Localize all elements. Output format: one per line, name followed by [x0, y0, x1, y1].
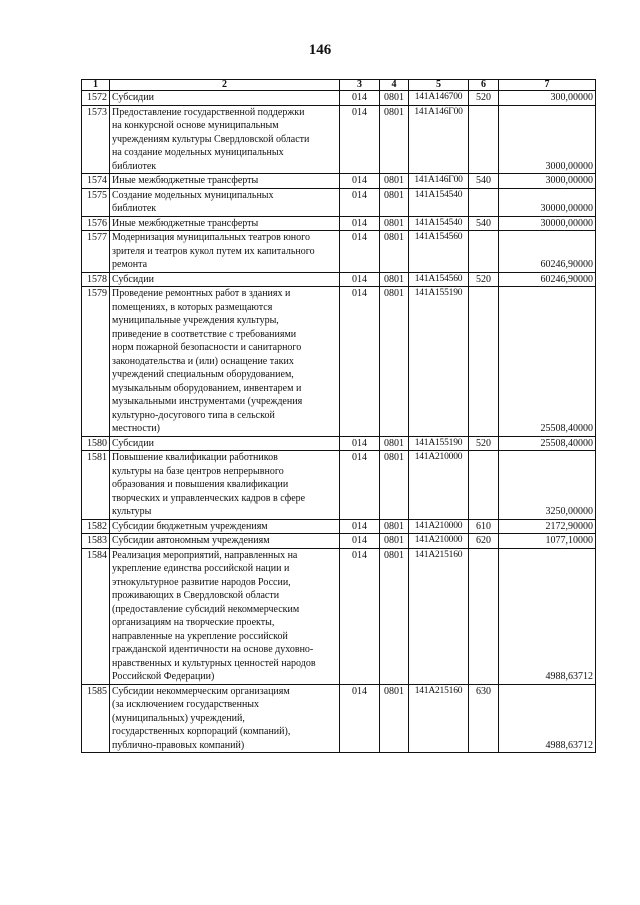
row-col6: 520	[469, 272, 499, 287]
row-col3: 014	[340, 287, 380, 437]
row-number: 1572	[82, 91, 110, 106]
row-col6: 520	[469, 436, 499, 451]
row-col3: 014	[340, 548, 380, 684]
row-col5: 141А210000	[409, 451, 469, 520]
header-col-4: 4	[380, 80, 409, 91]
row-name: Предоставление государственной поддержки на конкурсной основе муниципальным учреждениям культуры Свердловской области на создание модельных муниципальных библиотек	[110, 105, 340, 174]
row-number: 1580	[82, 436, 110, 451]
row-col4: 0801	[380, 519, 409, 534]
row-col5: 141А146700	[409, 91, 469, 106]
row-col3: 014	[340, 174, 380, 189]
header-col-5: 5	[409, 80, 469, 91]
table-row	[82, 684, 596, 753]
table-row	[82, 534, 596, 549]
row-col5: 141А210000	[409, 534, 469, 549]
row-col4: 0801	[380, 548, 409, 684]
row-amount: 30000,00000	[499, 188, 596, 216]
budget-table	[81, 79, 596, 753]
row-col5: 141А154540	[409, 188, 469, 216]
row-col5: 141А154560	[409, 231, 469, 273]
table-body	[82, 91, 596, 753]
row-col4: 0801	[380, 91, 409, 106]
table-row	[82, 436, 596, 451]
row-name: Субсидии	[110, 272, 340, 287]
table-row	[82, 451, 596, 520]
row-name: Субсидии некоммерческим организациям (за исключением государственных (муниципальных) учреждений, государственных корпораций (компаний), публично-правовых компаний)	[110, 684, 340, 753]
row-amount: 2172,90000	[499, 519, 596, 534]
row-name: Создание модельных муниципальных библиотек	[110, 188, 340, 216]
row-col4: 0801	[380, 174, 409, 189]
row-col6	[469, 105, 499, 174]
table-row	[82, 548, 596, 684]
row-col3: 014	[340, 105, 380, 174]
row-col4: 0801	[380, 534, 409, 549]
row-col3: 014	[340, 534, 380, 549]
row-col6	[469, 231, 499, 273]
row-col5: 141А215160	[409, 548, 469, 684]
row-col3: 014	[340, 216, 380, 231]
row-number: 1577	[82, 231, 110, 273]
row-amount: 3000,00000	[499, 174, 596, 189]
row-col6	[469, 451, 499, 520]
row-col4: 0801	[380, 451, 409, 520]
row-number: 1584	[82, 548, 110, 684]
row-name: Субсидии бюджетным учреждениям	[110, 519, 340, 534]
row-amount: 60246,90000	[499, 231, 596, 273]
row-name: Проведение ремонтных работ в зданиях и помещениях, в которых размещаются муниципальные учреждения культуры, приведение в соответствие с требованиями норм пожарной безопасности и санитарного законодательства и (или) оснащение таких учреждений специальным оборудованием, музыкальным оборудованием, инвентарем и музыкальными инструментами (учреждения культурно-досугового типа в сельской местности)	[110, 287, 340, 437]
row-col4: 0801	[380, 105, 409, 174]
header-col-7: 7	[499, 80, 596, 91]
row-amount: 300,00000	[499, 91, 596, 106]
table-row	[82, 231, 596, 273]
row-col5: 141А210000	[409, 519, 469, 534]
row-col4: 0801	[380, 231, 409, 273]
row-col6: 610	[469, 519, 499, 534]
row-col3: 014	[340, 188, 380, 216]
row-col5: 141А155190	[409, 436, 469, 451]
row-amount: 4988,63712	[499, 684, 596, 753]
row-col4: 0801	[380, 287, 409, 437]
row-col3: 014	[340, 436, 380, 451]
row-col4: 0801	[380, 684, 409, 753]
row-col5: 141А215160	[409, 684, 469, 753]
row-name: Реализация мероприятий, направленных на укрепление единства российской нации и этнокультурное развитие народов России, проживающих в Свердловской области (предоставление субсидий некоммерческим организациям на творческие проекты, направленные на укрепление российской гражданской идентичности на основе духовно- нравственных и культурных ценностей народов Российской Федерации)	[110, 548, 340, 684]
row-number: 1582	[82, 519, 110, 534]
row-amount: 4988,63712	[499, 548, 596, 684]
row-col5: 141А146Г00	[409, 105, 469, 174]
row-number: 1579	[82, 287, 110, 437]
row-amount: 25508,40000	[499, 436, 596, 451]
table-row	[82, 91, 596, 106]
row-amount: 1077,10000	[499, 534, 596, 549]
row-number: 1585	[82, 684, 110, 753]
header-col-6: 6	[469, 80, 499, 91]
row-number: 1575	[82, 188, 110, 216]
row-number: 1576	[82, 216, 110, 231]
row-col5: 141А155190	[409, 287, 469, 437]
table-row	[82, 272, 596, 287]
row-col5: 141А154560	[409, 272, 469, 287]
header-col-3: 3	[340, 80, 380, 91]
row-amount: 3000,00000	[499, 105, 596, 174]
row-amount: 25508,40000	[499, 287, 596, 437]
row-name: Модернизация муниципальных театров юного зрителя и театров кукол путем их капитального ремонта	[110, 231, 340, 273]
row-col6	[469, 188, 499, 216]
table-header	[82, 80, 596, 91]
row-col4: 0801	[380, 272, 409, 287]
row-col3: 014	[340, 231, 380, 273]
row-col5: 141А146Г00	[409, 174, 469, 189]
row-col4: 0801	[380, 188, 409, 216]
table-row	[82, 174, 596, 189]
table-row	[82, 287, 596, 437]
row-name: Субсидии	[110, 91, 340, 106]
header-col-2: 2	[110, 80, 340, 91]
row-number: 1573	[82, 105, 110, 174]
row-col6: 540	[469, 174, 499, 189]
row-number: 1581	[82, 451, 110, 520]
row-name: Иные межбюджетные трансферты	[110, 216, 340, 231]
row-col6: 620	[469, 534, 499, 549]
row-amount: 3250,00000	[499, 451, 596, 520]
row-amount: 30000,00000	[499, 216, 596, 231]
row-name: Субсидии	[110, 436, 340, 451]
header-col-1: 1	[82, 80, 110, 91]
page-number: 146	[308, 42, 332, 58]
row-col3: 014	[340, 91, 380, 106]
table-row	[82, 188, 596, 216]
row-name: Повышение квалификации работников культуры на базе центров непрерывного образования и повышения квалификации творческих и управленческих кадров в сфере культуры	[110, 451, 340, 520]
table-row	[82, 216, 596, 231]
row-number: 1578	[82, 272, 110, 287]
row-amount: 60246,90000	[499, 272, 596, 287]
row-col6: 520	[469, 91, 499, 106]
row-col4: 0801	[380, 436, 409, 451]
row-number: 1574	[82, 174, 110, 189]
row-col6	[469, 287, 499, 437]
row-col6: 540	[469, 216, 499, 231]
row-number: 1583	[82, 534, 110, 549]
row-col6: 630	[469, 684, 499, 753]
row-name: Субсидии автономным учреждениям	[110, 534, 340, 549]
row-col3: 014	[340, 451, 380, 520]
row-col3: 014	[340, 519, 380, 534]
row-col5: 141А154540	[409, 216, 469, 231]
table-row	[82, 105, 596, 174]
table-row	[82, 519, 596, 534]
row-col6	[469, 548, 499, 684]
row-name: Иные межбюджетные трансферты	[110, 174, 340, 189]
row-col3: 014	[340, 272, 380, 287]
row-col4: 0801	[380, 216, 409, 231]
row-col3: 014	[340, 684, 380, 753]
